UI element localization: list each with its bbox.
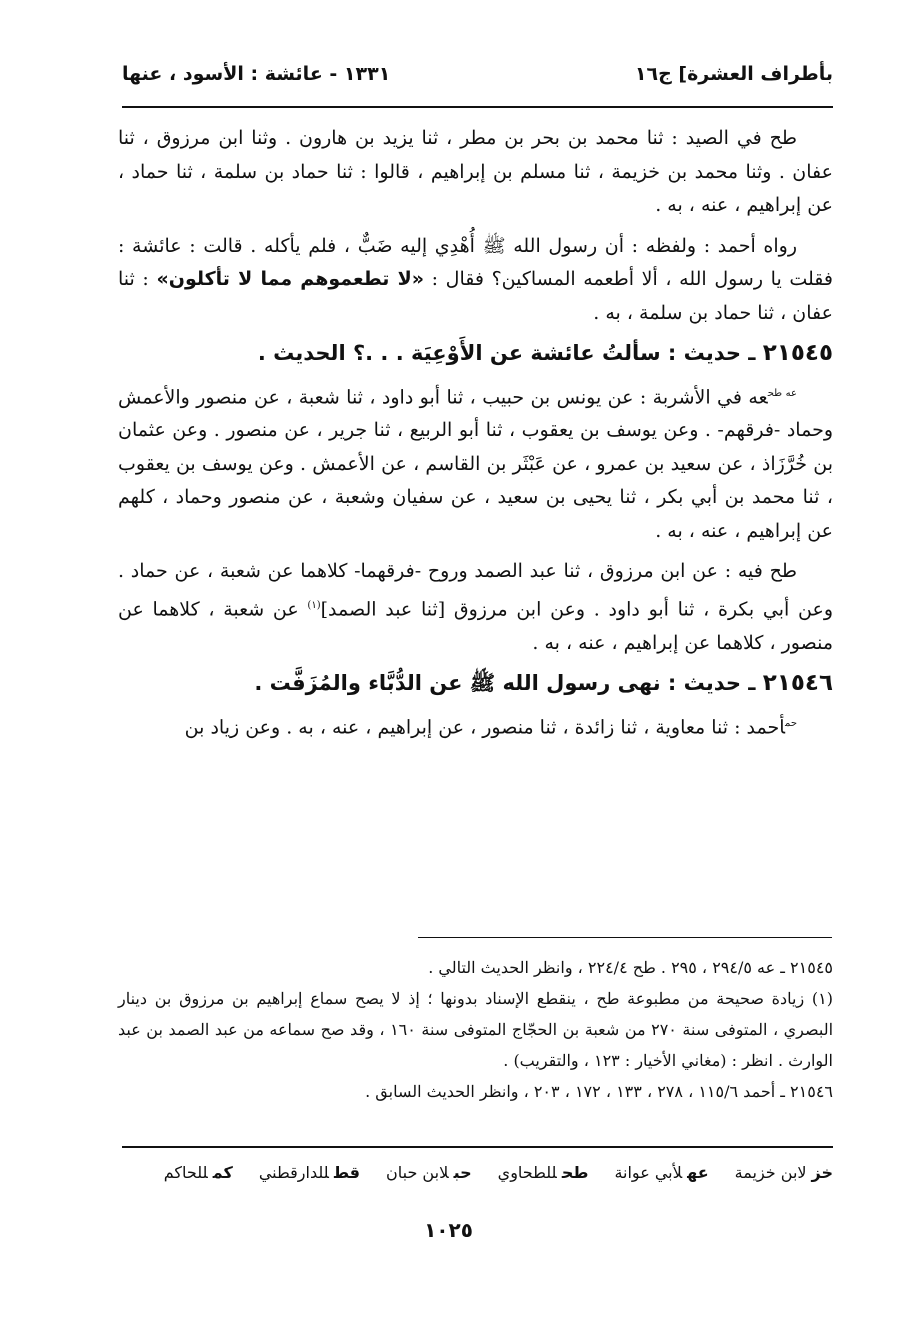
- paragraph-ahmad: [118, 707, 833, 745]
- footnote-21546: ٢١٥٤٦ ـ أحمد ١١٥/٦ ، ٢٧٨ ، ١٣٣ ، ١٧٢ ، ٢٠٣ ، وانظر الحديث السابق .: [365, 1082, 833, 1101]
- abbreviation-item: عهلأبي عوانة: [614, 1163, 709, 1182]
- footnote-1: (١) زيادة صحيحة من مطبوعة طح ، ينقطع الإسناد بدونها ؛ إذ لا يصح سماع إبراهيم بن مرزوق بن دينار البصري ، المتوفى سنة ٢٧٠ من شعبة بن الحجّاج المتوفى سنة ١٦٠ ، وقد صح سماعه من عبد الصمد بن عبد الوارث . انظر : (مغاني الأخيار : ١٢٣ ، والتقريب) .: [118, 989, 834, 1070]
- hadith-heading-text: ـ حديث : نهى رسول الله ﷺ عن الدُّبَّاء والمُزَفَّت .: [254, 671, 763, 696]
- footnotes: [118, 952, 833, 1107]
- header-section-title: ١٣٣١ - عائشة : الأسود ، عنها: [122, 63, 391, 85]
- prophetic-saying: «لا تطعموهم مما لا تأكلون»: [156, 268, 425, 290]
- paragraph-text: أحمد : ثنا معاوية ، ثنا زائدة ، ثنا منصور ، عن إبراهيم ، عنه ، به . وعن زياد بن: [184, 715, 786, 738]
- header-rule: [122, 106, 833, 108]
- abbreviation-item: طحللطحاوي: [497, 1163, 589, 1182]
- abbreviation-item: حبلابن حبان: [386, 1163, 472, 1182]
- paragraph-tah-sayd: طح في الصيد : ثنا محمد بن بحر بن مطر ، ثنا يزيد بن هارون . وثنا ابن مرزوق ، ثنا عفان . وثنا محمد بن خزيمة ، ثنا مسلم بن إبراهيم ، قالوا : ثنا حماد بن سلمة ، ثنا حماد ، عن إبراهيم ، عنه ، به .: [118, 127, 833, 216]
- source-marker: حم: [785, 717, 797, 729]
- footnote-21545: ٢١٥٤٥ ـ عه ٢٩٤/٥ ، ٢٩٥ . طح ٢٢٤/٤ ، وانظر الحديث التالي .: [428, 958, 833, 977]
- page-number: ١٠٢٥: [424, 1218, 473, 1242]
- paragraph-awana-ashriba: [118, 377, 833, 549]
- abbreviation-item: خزلابن خزيمة: [734, 1163, 833, 1182]
- hadith-number: ٢١٥٤٥: [762, 340, 833, 366]
- footnote-ref: (١): [307, 599, 321, 611]
- hadith-heading-21545: [118, 337, 833, 371]
- paragraph-ahmad-narration: [118, 230, 833, 331]
- abbreviations-key: [122, 1163, 833, 1193]
- paragraph-text: عن شعبة ، كلاهما عن منصور ، كلاهما عن إبراهيم ، عنه ، به .: [118, 598, 833, 654]
- paragraph-text: طح فيه : عن ابن مرزوق ، ثنا عبد الصمد وروح -فرقهما- كلاهما عن شعبة ، عن حماد . وعن أبي بكرة ، ثنا أبو داود . وعن ابن مرزوق [ثنا عبد الصمد]: [118, 560, 833, 621]
- main-text: [118, 122, 833, 751]
- narration-chain: : ثنا عفان ، ثنا حماد بن سلمة ، به .: [118, 268, 833, 324]
- hadith-heading-text: ـ حديث : سألتُ عائشة عن الأَوْعِيَة . . .؟ الحديث .: [257, 341, 763, 365]
- source-marker: عه طح: [767, 387, 798, 399]
- narration-text: رواه أحمد : ولفظه : أن رسول الله ﷺ أُهْدِي إليه ضَبٌّ ، فلم يأكله . قالت : عائشة : فقلت يا رسول الله ، ألا أطعمه المساكين؟ فقال :: [118, 234, 833, 290]
- paragraph-tah-fihi: [118, 555, 833, 660]
- hadith-heading-21546: [118, 667, 833, 701]
- abbreviations-rule: [122, 1146, 833, 1148]
- running-header: [122, 56, 833, 92]
- header-book-title: بأطراف العشرة] ج١٦: [634, 63, 833, 85]
- paragraph-text: عه في الأشربة : عن يونس بن حبيب ، ثنا أبو داود ، ثنا شعبة ، عن منصور والأعمش وحماد -فرقهم- . وعن يوسف بن يعقوب ، ثنا أبو الربيع ، ثنا جرير ، عن منصور . وعن عثمان بن خُرَّزَاذ ، عن سعيد بن عمرو ، عن عَبْثَر بن القاسم ، عن الأعمش . وعن يوسف بن يعقوب ، ثنا محمد بن أبي بكر ، ثنا يحيى بن سعيد ، عن سفيان وشعبة ، عن منصور وحماد ، كلهم عن إبراهيم ، عنه ، به .: [118, 385, 833, 542]
- footnote-rule: [418, 937, 832, 938]
- abbreviation-item: كمللحاكم: [163, 1163, 233, 1182]
- abbreviation-item: قطللدارقطني: [258, 1163, 360, 1182]
- hadith-number: ٢١٥٤٦: [762, 670, 833, 697]
